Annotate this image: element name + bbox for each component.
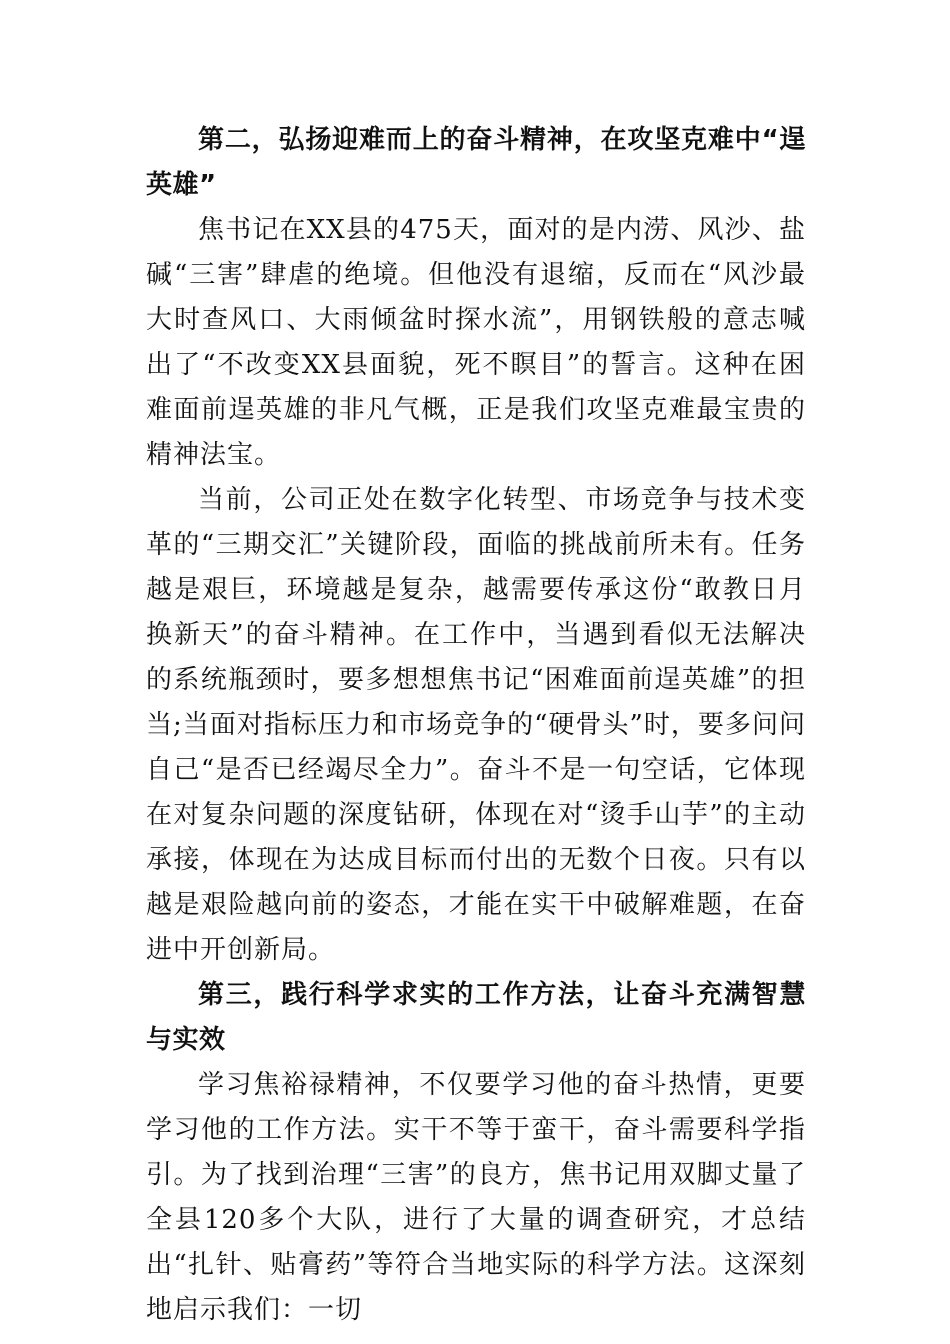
section-heading-3: 第三，践行科学求实的工作方法，让奋斗充满智慧与实效 bbox=[146, 980, 806, 1055]
paragraph: 当前，公司正处在数字化转型、市场竞争与技术变革的“三期交汇”关键阶段，面临的挑战前所未有。任务越是艰巨，环境越是复杂，越需要传承这份“敢教日月换新天”的奋斗精神。在工作中，当遇到看似无法解决的系统瓶颈时，要多想想焦书记“困难面前逞英雄”的担当;当面对指标压力和市场竞争的“硬骨头”时，要多问问自己“是否已经竭尽全力”。奋斗不是一句空话，它体现在对复杂问题的深度钻研，体现在对“烫手山芋”的主动承接，体现在为达成目标而付出的无数个日夜。只有以越是艰险越向前的姿态，才能在实干中破解难题，在奋进中开创新局。 bbox=[146, 485, 806, 965]
document-body bbox=[146, 118, 806, 1333]
paragraph: 学习焦裕禄精神，不仅要学习他的奋斗热情，更要学习他的工作方法。实干不等于蛮干，奋斗需要科学指引。为了找到治理“三害”的良方，焦书记用双脚丈量了全县120多个大队，进行了大量的调查研究，才总结出“扎针、贴膏药”等符合当地实际的科学方法。这深刻地启示我们：一切 bbox=[146, 1070, 806, 1325]
paragraph: 焦书记在XX县的475天，面对的是内涝、风沙、盐碱“三害”肆虐的绝境。但他没有退缩，反而在“风沙最大时查风口、大雨倾盆时探水流”，用钢铁般的意志喊出了“不改变XX县面貌，死不瞑目”的誓言。这种在困难面前逞英雄的非凡气概，正是我们攻坚克难最宝贵的精神法宝。 bbox=[146, 215, 806, 470]
section-heading-2: 第二，弘扬迎难而上的奋斗精神，在攻坚克难中“逞英雄” bbox=[146, 125, 806, 200]
